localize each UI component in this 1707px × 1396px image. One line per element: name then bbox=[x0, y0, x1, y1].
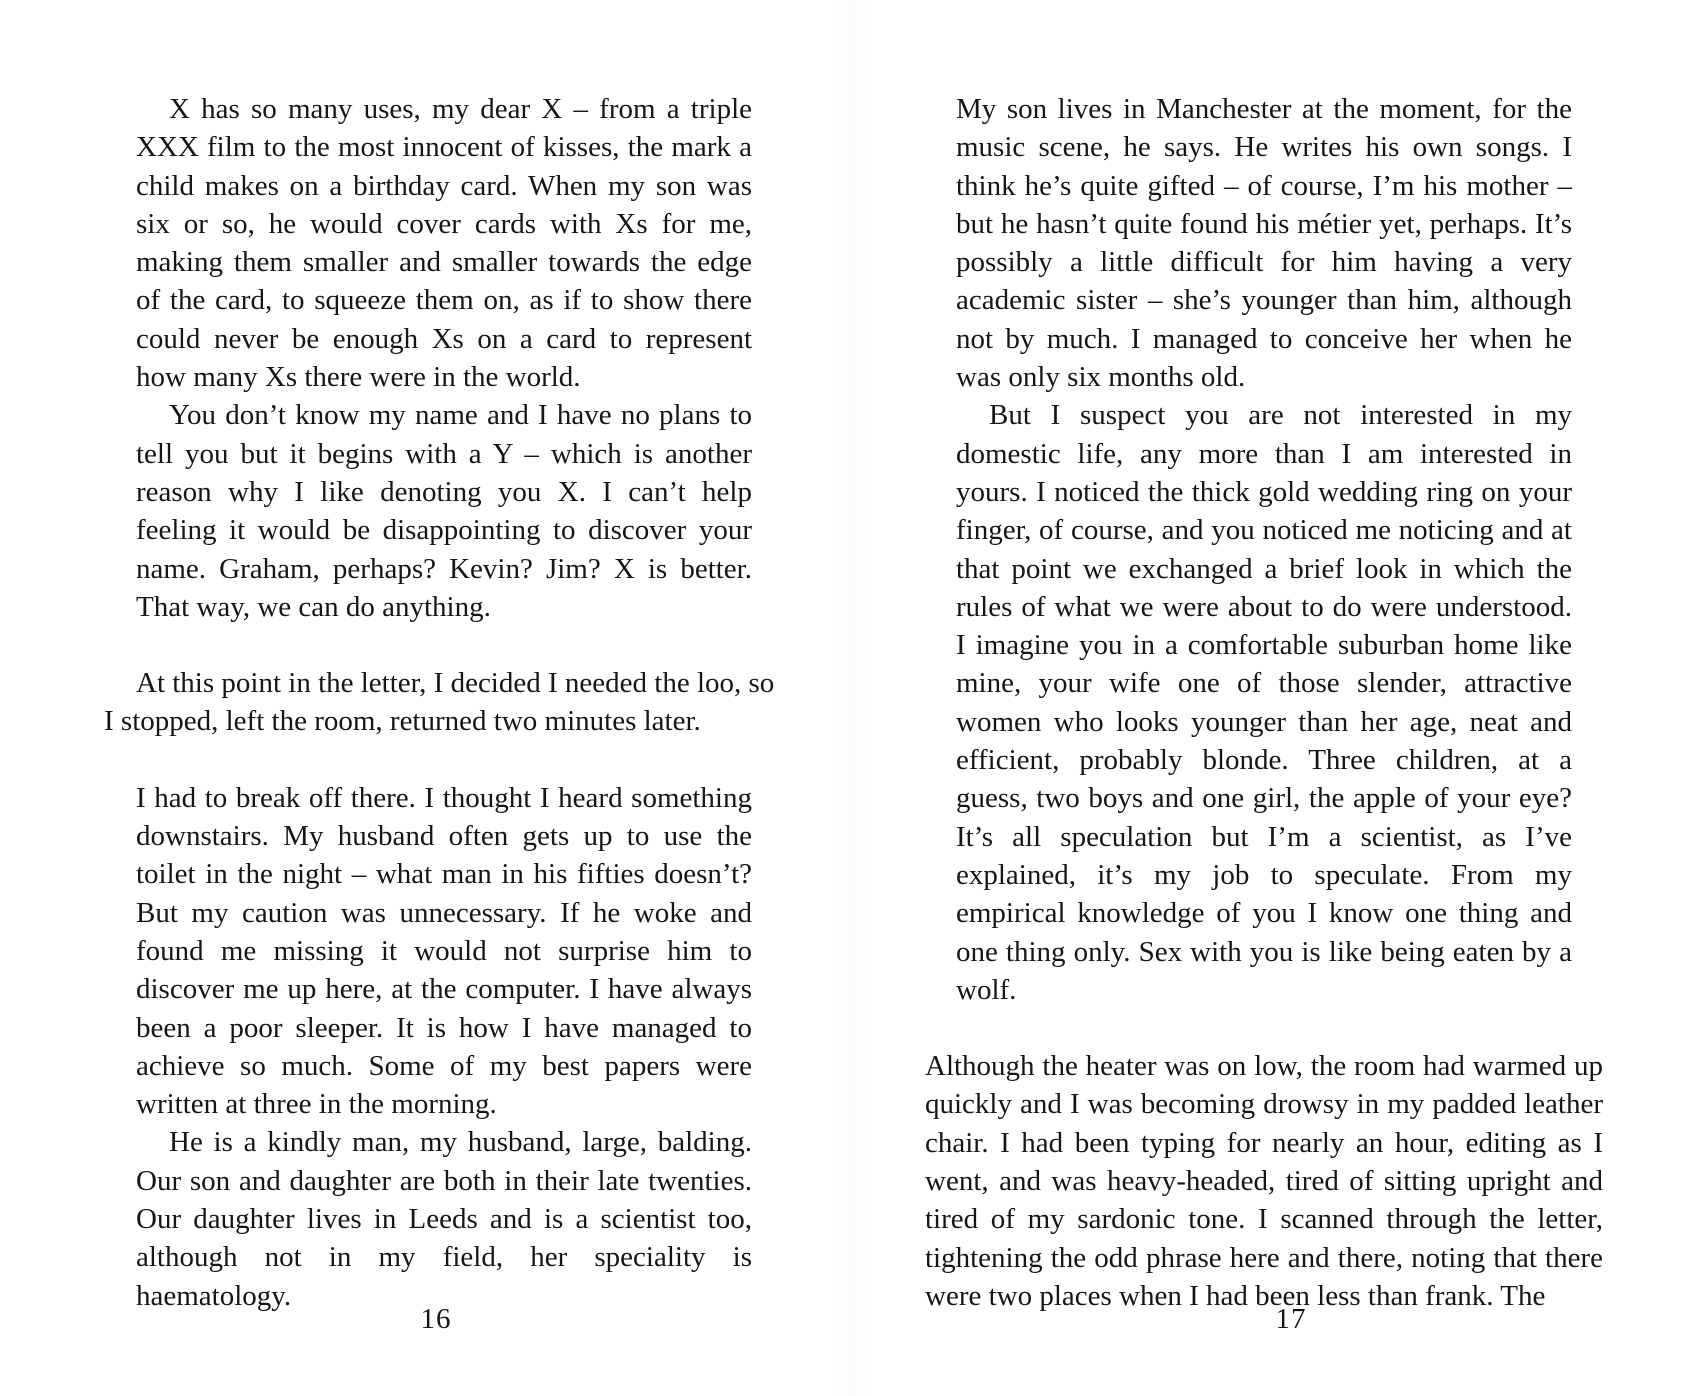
letter-paragraph: But I suspect you are not interested in my domestic life, any more than I am interested in yours. I noticed the thick gold wedding ring on your finger, of course, and you noticed me noticing and at that point we exchanged a brief look in which the rules of what we were about to do were understood. I imagine you in a comfortable suburban home like mine, your wife one of those slender, attractive women who looks younger than her age, neat and efficient, probably blonde. Three children, at a guess, two boys and one girl, the apple of your eye? It’s all speculation but I’m a scientist, as I’ve explained, it’s my job to speculate. From my empirical knowledge of you I know one thing and one thing only. Sex with you is like being eaten by a wolf. bbox=[956, 399, 1572, 1006]
page-number: 16 bbox=[420, 1303, 452, 1335]
letter-paragraph: He is a kindly man, my husband, large, balding. Our son and daughter are both in their late twenties. Our daughter lives in Leeds and is a scientist too, although not in my field, her speciality is haematology. bbox=[136, 1126, 752, 1312]
narrative-aside bbox=[104, 664, 784, 741]
left-page bbox=[0, 0, 853, 1396]
right-page-text bbox=[925, 90, 1603, 1315]
section-break bbox=[136, 626, 752, 664]
right-page bbox=[853, 0, 1707, 1396]
narrative-aside-line: I stopped, left the room, returned two minutes later. bbox=[104, 705, 701, 738]
letter-paragraph: X has so many uses, my dear X – from a triple XXX film to the most innocent of kisses, the mark a child makes on a birthday card. When my son was six or so, he would cover cards with Xs for me, making them smaller and smaller towards the edge of the card, to squeeze them on, as if to show there could never be enough Xs on a card to represent how many Xs there were in the world. bbox=[136, 93, 752, 394]
section-break bbox=[956, 1009, 1572, 1047]
letter-paragraph: My son lives in Manchester at the moment, for the music scene, he says. He writes his own songs. I think he’s quite gifted – of course, I’m his mother – but he hasn’t quite found his métier yet, perhaps. It’s possibly a little difficult for him having a very academic sister – she’s younger than him, although not by much. I managed to conceive her when he was only six months old. bbox=[956, 93, 1572, 394]
page-number: 17 bbox=[1275, 1303, 1307, 1335]
letter-paragraph: You don’t know my name and I have no plans to tell you but it begins with a Y – which is another reason why I like denoting you X. I can’t help feeling it would be disappointing to discover your name. Graham, perhaps? Kevin? Jim? X is better. That way, we can do anything. bbox=[136, 399, 752, 623]
narrative-paragraph: Although the heater was on low, the room had warmed up quickly and I was becoming drowsy in my padded leather chair. I had been typing for nearly an hour, editing as I went, and was heavy-headed, tired of sitting upright and tired of my sardonic tone. I scanned through the letter, tightening the odd phrase here and there, noting that there were two places when I had been less than frank. The bbox=[925, 1050, 1603, 1312]
letter-paragraph: I had to break off there. I thought I heard something downstairs. My husband often gets up to use the toilet in the night – what man in his fifties doesn’t? But my caution was unnecessary. If he woke and found me missing it would not surprise him to discover me up here, at the computer. I have always been a poor sleeper. It is how I have managed to achieve so much. Some of my best papers were written at three in the morning. bbox=[136, 781, 752, 1121]
narrative-aside-line: At this point in the letter, I decided I needed the loo, so bbox=[136, 667, 775, 700]
section-break bbox=[136, 741, 752, 779]
left-page-text bbox=[104, 90, 775, 1315]
